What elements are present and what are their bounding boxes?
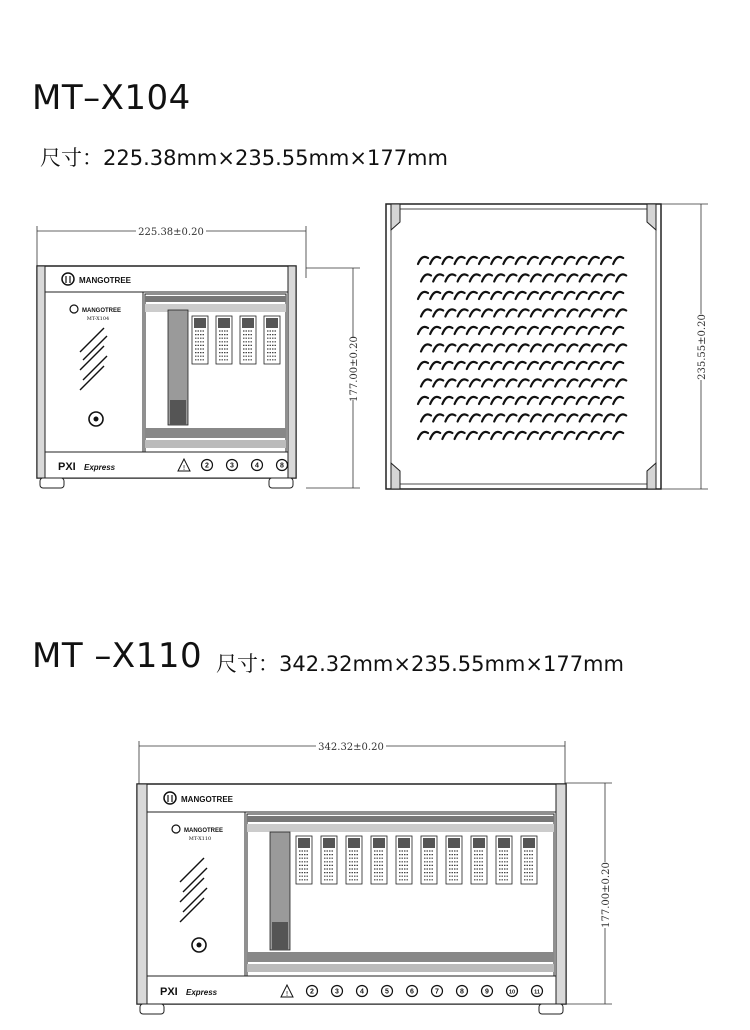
model-1-title: MT–X104 xyxy=(32,78,191,118)
svg-text:11: 11 xyxy=(534,989,540,996)
slot-connector xyxy=(446,836,462,884)
foot-left xyxy=(40,478,64,488)
slot-connector xyxy=(321,836,337,884)
svg-text:10: 10 xyxy=(508,989,516,996)
brand-name: MANGOTREE xyxy=(79,276,131,285)
panel-model-label: MT-X104 xyxy=(86,316,110,322)
pxi-logo: PXI xyxy=(58,461,76,473)
model-1-width-dimension: 225.38±0.20 xyxy=(138,227,204,238)
foot-right xyxy=(269,478,293,488)
slot-connector xyxy=(421,836,437,884)
model-2-size-text: 尺寸：342.32mm×235.55mm×177mm xyxy=(216,652,624,676)
svg-text:2: 2 xyxy=(310,988,314,996)
slot-connector xyxy=(216,316,232,364)
svg-text:!: ! xyxy=(285,990,289,998)
svg-text:4: 4 xyxy=(360,988,364,996)
svg-text:8: 8 xyxy=(280,462,284,470)
model-1-size-text: 尺寸：225.38mm×235.55mm×177mm xyxy=(40,146,448,170)
panel-brand: MANGOTREE xyxy=(82,308,121,314)
model-1-front-view xyxy=(37,224,360,488)
slot-connector xyxy=(346,836,362,884)
slot-connector xyxy=(496,836,512,884)
svg-text:6: 6 xyxy=(410,988,414,996)
slot-connector xyxy=(396,836,412,884)
model-2-front-view xyxy=(137,739,612,1014)
svg-text:2: 2 xyxy=(205,462,209,470)
svg-text:3: 3 xyxy=(335,988,339,996)
slot-connector xyxy=(371,836,387,884)
svg-text:7: 7 xyxy=(435,988,439,996)
model-2-title: MT –X110 xyxy=(32,636,203,676)
svg-text:9: 9 xyxy=(485,988,489,996)
panel-brand: MANGOTREE xyxy=(184,828,223,834)
slot-connector xyxy=(192,316,208,364)
pxi-logo: PXI xyxy=(160,986,178,998)
model-2-width-dimension: 342.32±0.20 xyxy=(318,742,384,753)
slot-connector xyxy=(521,836,537,884)
model-2-height-dimension: 177.00±0.20 xyxy=(601,862,612,928)
express-label: Express xyxy=(84,463,116,472)
slot-connector xyxy=(240,316,256,364)
brand-name: MANGOTREE xyxy=(181,795,233,804)
model-1-side-view xyxy=(386,204,708,489)
slot-connector xyxy=(264,316,280,364)
express-label: Express xyxy=(186,988,218,997)
panel-model-label: MT-X110 xyxy=(188,836,212,842)
svg-text:!: ! xyxy=(182,464,186,472)
svg-text:8: 8 xyxy=(460,988,464,996)
svg-text:3: 3 xyxy=(230,462,234,470)
svg-text:4: 4 xyxy=(255,462,259,470)
model-1-depth-dimension: 235.55±0.20 xyxy=(697,314,708,380)
model-1-height-dimension: 177.00±0.20 xyxy=(349,336,360,402)
slot-connector xyxy=(471,836,487,884)
svg-text:5: 5 xyxy=(385,988,389,996)
slot-connector xyxy=(296,836,312,884)
